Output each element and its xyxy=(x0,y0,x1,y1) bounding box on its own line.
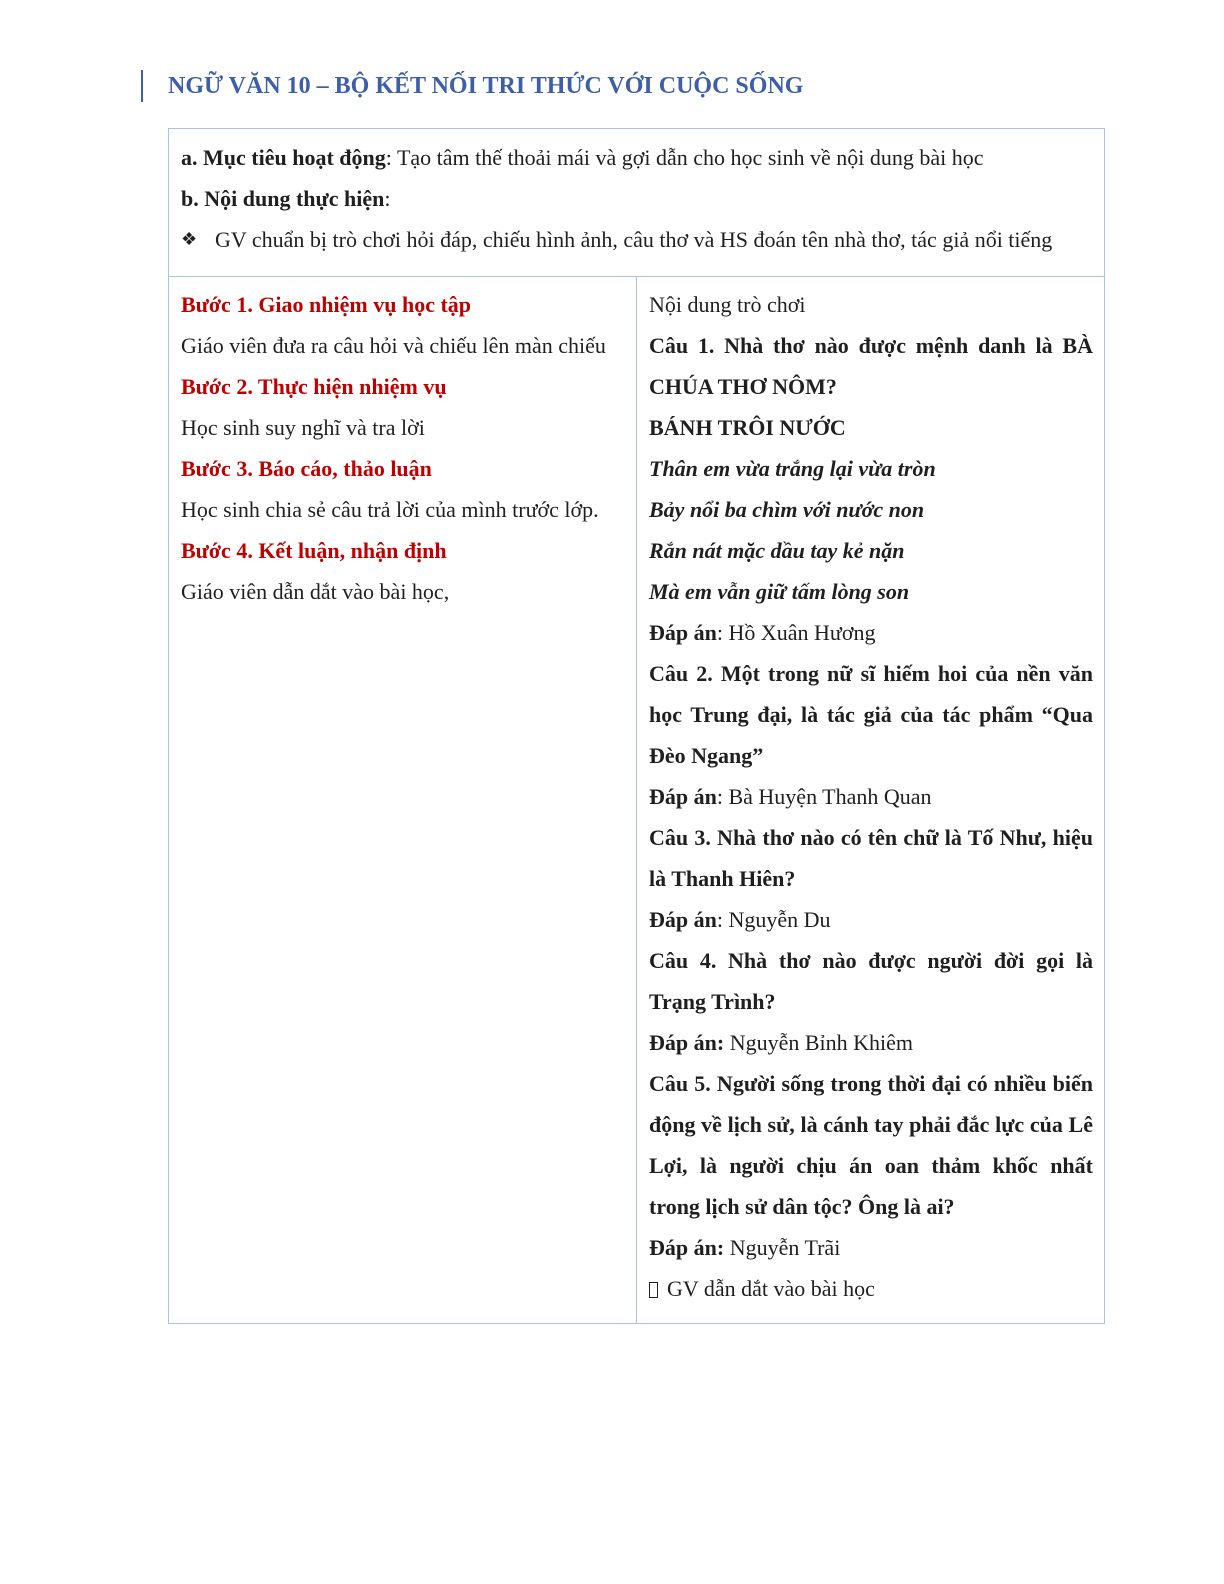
answer-1-text: : Hồ Xuân Hương xyxy=(716,620,876,645)
answer-3-text: : Nguyễn Du xyxy=(716,907,831,932)
answer-3-label: Đáp án xyxy=(649,907,717,932)
step3-title: Bước 3. Báo cáo, thảo luận xyxy=(181,456,432,481)
answer-1-label: Đáp án xyxy=(649,620,717,645)
answer-4-text: Nguyễn Bỉnh Khiêm xyxy=(724,1030,914,1055)
step1-text: Giáo viên đưa ra câu hỏi và chiếu lên màn chiếu xyxy=(181,333,606,358)
activity-row xyxy=(169,277,1105,1324)
step2-text: Học sinh suy nghĩ và tra lời xyxy=(181,415,425,440)
question-5: Câu 5. Người sống trong thời đại có nhiều biến động về lịch sử, là cánh tay phải đắc lực của Lê Lợi, là người chịu án oan thảm khốc nhất trong lịch sử dân tộc? Ông là ai? xyxy=(649,1071,1093,1219)
diamond-bullet-icon: ❖ xyxy=(181,229,198,249)
step1-title: Bước 1. Giao nhiệm vụ học tập xyxy=(181,292,472,317)
answer-2 xyxy=(649,776,1093,817)
answer-5-text: Nguyễn Trãi xyxy=(724,1235,841,1260)
answer-5-label: Đáp án: xyxy=(649,1235,725,1260)
answer-4-label: Đáp án: xyxy=(649,1030,725,1055)
game-cell xyxy=(637,277,1105,1324)
step3-text: Học sinh chia sẻ câu trả lời của mình trước lớp. xyxy=(181,497,599,522)
poem-line-3: Rắn nát mặc dầu tay kẻ nặn xyxy=(649,538,905,563)
page-header-title: NGỮ VĂN 10 – BỘ KẾT NỐI TRI THỨC VỚI CUỘC SỐNG xyxy=(141,70,803,102)
goal-line xyxy=(181,137,1092,178)
content-line xyxy=(181,178,1092,219)
bullet-item xyxy=(181,219,1092,260)
question-2: Câu 2. Một trong nữ sĩ hiếm hoi của nền văn học Trung đại, là tác giả của tác phẩm “Qua Đèo Ngang” xyxy=(649,661,1093,768)
answer-5 xyxy=(649,1227,1093,1268)
poem-line-4: Mà em vẫn giữ tấm lòng son xyxy=(649,579,910,604)
missing-glyph-box-icon xyxy=(649,1282,658,1298)
step4-text: Giáo viên dẫn dắt vào bài học, xyxy=(181,579,450,604)
poem-title: BÁNH TRÔI NƯỚC xyxy=(649,415,846,440)
game-heading: Nội dung trò chơi xyxy=(649,292,806,317)
steps-cell xyxy=(169,277,637,1324)
closing-text: GV dẫn dắt vào bài học xyxy=(667,1276,875,1301)
closing-line xyxy=(649,1268,1093,1309)
question-1: Câu 1. Nhà thơ nào được mệnh danh là BÀ CHÚA THƠ NÔM? xyxy=(649,333,1093,399)
poem-line-2: Bảy nổi ba chìm với nước non xyxy=(649,497,925,522)
answer-3 xyxy=(649,899,1093,940)
poem-line-1: Thân em vừa trắng lại vừa tròn xyxy=(649,456,936,481)
answer-4 xyxy=(649,1022,1093,1063)
step2-title: Bước 2. Thực hiện nhiệm vụ xyxy=(181,374,447,399)
lesson-table xyxy=(168,128,1105,1324)
intro-cell xyxy=(169,129,1105,277)
content-label: b. Nội dung thực hiện xyxy=(181,186,385,211)
answer-1 xyxy=(649,612,1093,653)
bullet-text: GV chuẩn bị trò chơi hỏi đáp, chiếu hình ảnh, câu thơ và HS đoán tên nhà thơ, tác giả nổi tiếng xyxy=(215,227,1053,252)
intro-row xyxy=(169,129,1105,277)
question-3: Câu 3. Nhà thơ nào có tên chữ là Tố Như, hiệu là Thanh Hiên? xyxy=(649,825,1093,891)
answer-2-text: : Bà Huyện Thanh Quan xyxy=(716,784,932,809)
goal-text: : Tạo tâm thế thoải mái và gợi dẫn cho học sinh về nội dung bài học xyxy=(385,145,984,170)
answer-2-label: Đáp án xyxy=(649,784,717,809)
step4-title: Bước 4. Kết luận, nhận định xyxy=(181,538,447,563)
question-4: Câu 4. Nhà thơ nào được người đời gọi là Trạng Trình? xyxy=(649,948,1093,1014)
goal-label: a. Mục tiêu hoạt động xyxy=(181,145,386,170)
content-colon: : xyxy=(384,186,391,211)
